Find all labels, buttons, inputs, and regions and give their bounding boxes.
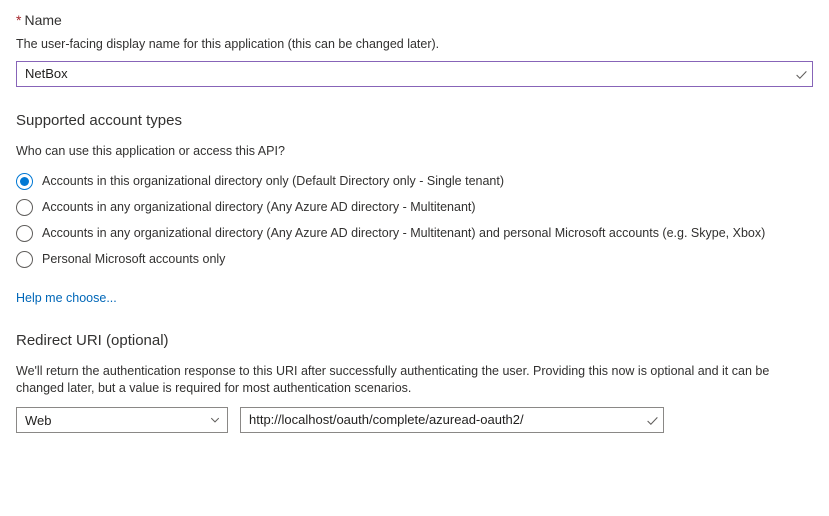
name-label bbox=[16, 10, 813, 30]
required-asterisk: * bbox=[16, 12, 22, 28]
account-types-radio-group bbox=[16, 168, 813, 272]
radio-label: Accounts in any organizational directory (Any Azure AD directory - Multitenant) bbox=[42, 199, 476, 214]
radio-option-single-tenant[interactable] bbox=[16, 168, 813, 194]
radio-indicator[interactable] bbox=[16, 173, 33, 190]
redirect-uri-row bbox=[16, 407, 813, 433]
platform-select[interactable] bbox=[16, 407, 228, 433]
radio-indicator[interactable] bbox=[16, 199, 33, 216]
checkmark-icon bbox=[790, 68, 812, 81]
redirect-uri-description: We'll return the authentication response to this URI after successfully authenticating the user. Providing this now is optional and it can be changed later, but a value is required for most authentication scenarios. bbox=[16, 364, 770, 395]
chevron-down-icon[interactable] bbox=[203, 414, 227, 426]
radio-label: Accounts in this organizational directory only (Default Directory only - Single tenant) bbox=[42, 173, 505, 188]
name-input[interactable] bbox=[16, 61, 813, 87]
name-description: The user-facing display name for this application (this can be changed later). bbox=[16, 37, 440, 51]
redirect-uri-heading: Redirect URI (optional) bbox=[16, 332, 169, 349]
checkmark-icon bbox=[641, 414, 663, 427]
radio-label: Accounts in any organizational directory (Any Azure AD directory - Multitenant) and personal Microsoft accounts (e.g. Skype, Xbox) bbox=[42, 225, 766, 240]
radio-option-multitenant[interactable] bbox=[16, 194, 813, 220]
redirect-uri-input-value[interactable]: http://localhost/oauth/complete/azuread-oauth2/ bbox=[249, 412, 524, 427]
radio-indicator[interactable] bbox=[16, 251, 33, 268]
account-types-question: Who can use this application or access this API? bbox=[16, 144, 285, 158]
radio-option-personal-only[interactable] bbox=[16, 246, 813, 272]
radio-option-multitenant-and-personal[interactable] bbox=[16, 220, 813, 246]
name-input-value[interactable]: NetBox bbox=[25, 66, 68, 81]
radio-indicator[interactable] bbox=[16, 225, 33, 242]
redirect-uri-input[interactable] bbox=[240, 407, 664, 433]
help-me-choose-link[interactable]: Help me choose... bbox=[16, 291, 117, 305]
supported-account-types-heading: Supported account types bbox=[16, 112, 182, 129]
name-label-text: Name bbox=[24, 12, 62, 28]
platform-select-value: Web bbox=[25, 412, 52, 428]
radio-label: Personal Microsoft accounts only bbox=[42, 251, 226, 266]
